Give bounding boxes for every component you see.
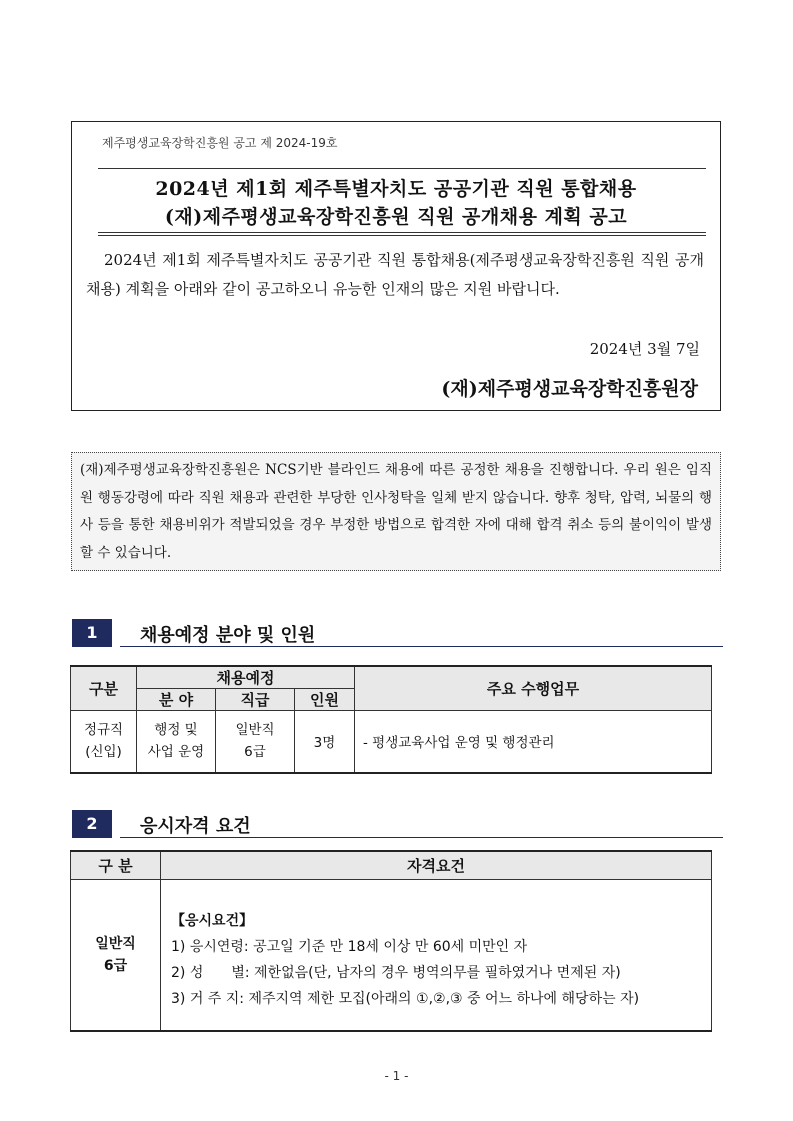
header-duties: 주요 수행업무 [355, 666, 712, 711]
notice-box [71, 121, 721, 411]
section-1-header [72, 619, 723, 649]
section-2-number: 2 [72, 810, 112, 838]
cell-duties: - 평생교육사업 운영 및 행정관리 [355, 711, 712, 773]
requirements-title: 【응시요건】 [171, 912, 254, 929]
notice-number: 제주평생교육장학진흥원 공고 제 2024-19호 [102, 136, 338, 150]
title-rule-bottom [98, 232, 706, 236]
header-category: 구 분 [71, 851, 161, 879]
notice-date: 2024년 3월 7일 [589, 340, 700, 358]
fairness-notice: (재)제주평생교육장학진흥원은 NCS기반 블라인드 채용에 따른 공정한 채용을 진행합니다. 우리 원은 임직원 행동강령에 따라 직원 채용과 관련한 부당한 인사청탁을 일체 받지 않습니다. 향후 청탁, 압력, 뇌물의 행사 등을 통한 채용비위가 적발되었을 경우 부정한 방법으로 합격한 자에 대해 합격 취소 등의 불이익이 발생할 수 있습니다. [71, 452, 721, 571]
header-field: 분 야 [137, 689, 216, 711]
recruitment-table [70, 665, 712, 774]
table-row [71, 711, 712, 773]
cell-count: 3명 [295, 711, 355, 773]
cell-grade: 일반직 6급 [216, 711, 295, 773]
title-rule-top [98, 168, 706, 169]
cell-requirements [161, 879, 712, 1031]
section-1-number: 1 [72, 619, 112, 647]
notice-title-line2: (재)제주평생교육장학진흥원 직원 공개채용 계획 공고 [164, 206, 628, 228]
header-requirements: 자격요건 [161, 851, 712, 879]
notice-issuer: (재)제주평생교육장학진흥원장 [441, 378, 698, 400]
notice-title-line1: 2024년 제1회 제주특별자치도 공공기관 직원 통합채용 [155, 178, 637, 200]
qualification-table [70, 850, 712, 1032]
section-2-header [72, 810, 723, 840]
requirement-residence: 3) 거 주 지: 제주지역 제한 모집(아래의 ①,②,③ 중 어느 하나에 해당하는 자) [171, 990, 640, 1007]
requirement-gender: 2) 성 별: 제한없음(단, 남자의 경우 병역의무를 필하였거나 면제된 자) [171, 964, 621, 981]
section-1-title: 채용예정 분야 및 인원 [140, 625, 316, 646]
header-planned: 채용예정 [137, 666, 355, 689]
section-2-title: 응시자격 요건 [140, 816, 251, 837]
header-grade: 직급 [216, 689, 295, 711]
cell-field: 행정 및 사업 운영 [137, 711, 216, 773]
section-1-rule [120, 646, 723, 647]
page-number: - 1 - [384, 1069, 409, 1083]
table-row [71, 879, 712, 1031]
cell-category: 정규직 (신입) [71, 711, 137, 773]
header-category: 구분 [71, 666, 137, 711]
requirement-age: 1) 응시연령: 공고일 기준 만 18세 이상 만 60세 미만인 자 [171, 938, 528, 955]
cell-grade: 일반직 6급 [71, 879, 161, 1031]
section-2-rule [120, 837, 723, 838]
notice-intro: 2024년 제1회 제주특별자치도 공공기관 직원 통합채용(제주평생교육장학진흥원 직원 공개채용) 계획을 아래와 같이 공고하오니 유능한 인재의 많은 지원 바랍니다. [86, 251, 704, 298]
header-count: 인원 [295, 689, 355, 711]
